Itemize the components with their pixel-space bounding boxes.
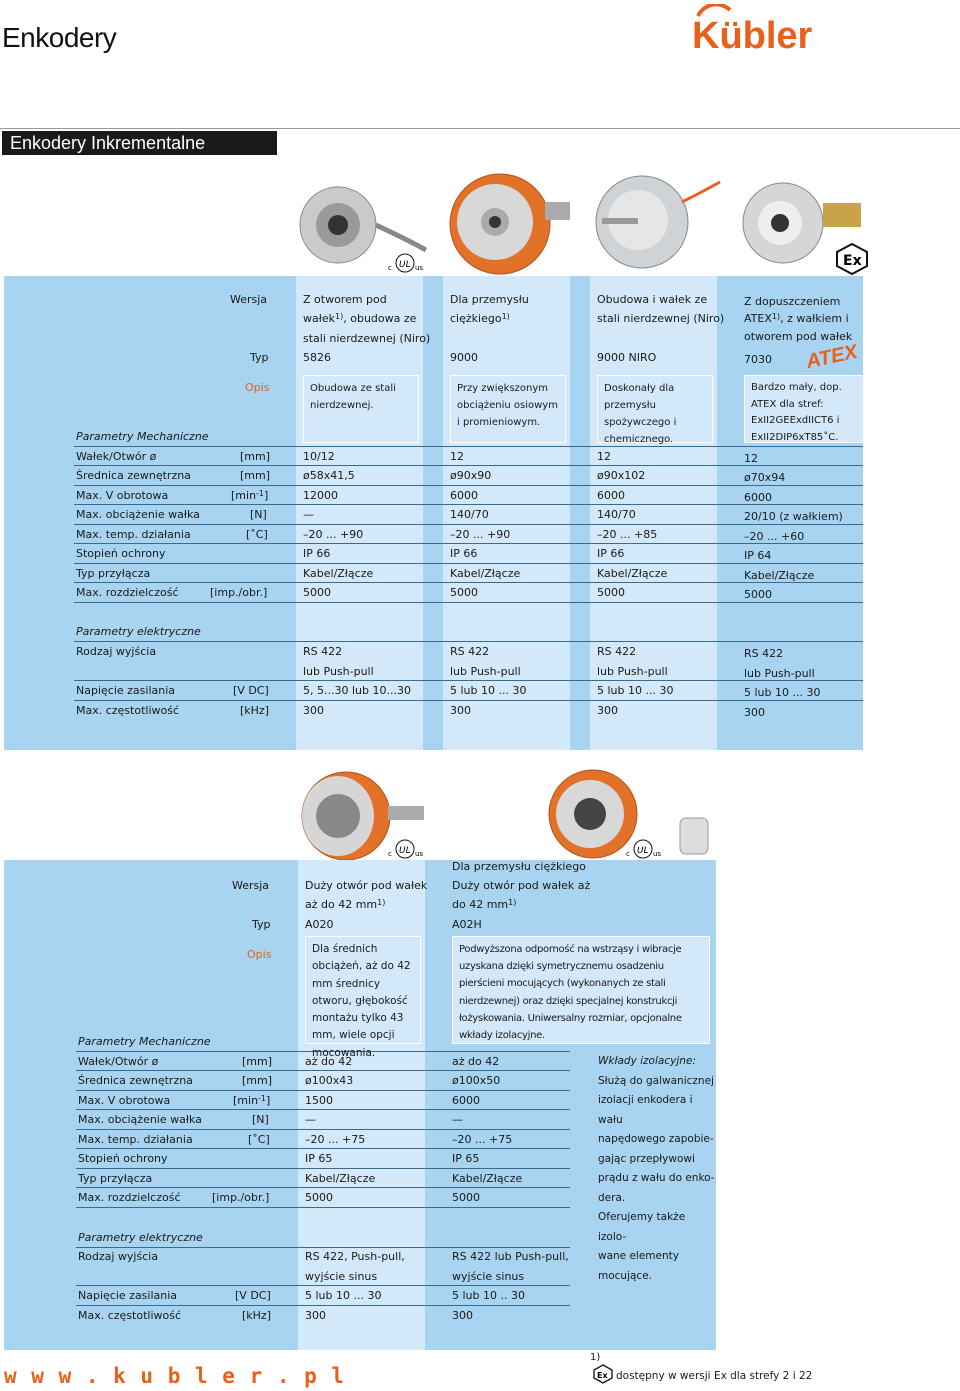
unit-max-czest: [kHz] bbox=[240, 704, 269, 717]
svg-text:c: c bbox=[388, 850, 392, 858]
cell-przyl: Kabel/Złącze bbox=[305, 1172, 376, 1185]
table2-row-rule bbox=[76, 1285, 570, 1286]
table2-row-rule bbox=[76, 1187, 570, 1188]
label-param-mech: Parametry Mechaniczne bbox=[78, 1035, 211, 1048]
version-text: aż do 42 mm bbox=[305, 898, 378, 911]
label-srednica: Średnica zewnętrzna bbox=[76, 469, 191, 482]
cell-rozdz: 5000 bbox=[450, 586, 478, 599]
cell-walek: 12 bbox=[744, 452, 758, 465]
cell-obc: 20/10 (z wałkiem) bbox=[744, 510, 843, 523]
version-text: , z wałkiem i bbox=[780, 312, 849, 325]
header-rule bbox=[0, 128, 960, 129]
cell-czest: 300 bbox=[744, 706, 765, 719]
unit-max-rozdz: [imp./obr.] bbox=[212, 1191, 270, 1204]
table2-row-rule bbox=[76, 1305, 570, 1306]
cell-przyl: Kabel/Złącze bbox=[450, 567, 521, 580]
cell-temp: –20 ... +75 bbox=[452, 1133, 513, 1146]
table1-rule-head bbox=[74, 446, 863, 447]
cell-rozdz: 5000 bbox=[303, 586, 331, 599]
unit-napiecie: [V DC] bbox=[235, 1289, 271, 1302]
cell-napiecie: 5 lub 10 .. 30 bbox=[452, 1289, 525, 1302]
unit-max-obc: [N] bbox=[252, 1113, 269, 1126]
label-max-rozdz: Max. rozdzielczość bbox=[76, 586, 179, 599]
label-walek: Wałek/Otwór ø bbox=[78, 1055, 159, 1068]
cell-napiecie: 5 lub 10 ... 30 bbox=[305, 1289, 382, 1302]
svg-text:us: us bbox=[653, 850, 662, 858]
cell-rodzaj2: lub Push-pull bbox=[450, 665, 521, 678]
cell-obc: 140/70 bbox=[450, 508, 489, 521]
table2-row-rule bbox=[76, 1129, 570, 1130]
ex-small-icon bbox=[593, 1364, 613, 1388]
version-line1: Duży otwór pod wałek aż bbox=[452, 879, 591, 892]
cell-obr: 12000 bbox=[303, 489, 338, 502]
footnote-ref: 1) bbox=[771, 312, 781, 321]
version-text: stali nierdzewnej (Niro) bbox=[597, 312, 725, 325]
cell-walek: 12 bbox=[597, 450, 611, 463]
footnote-mark: 1) bbox=[590, 1352, 601, 1363]
cell-rozdz: 5000 bbox=[744, 588, 772, 601]
label-stopien: Stopień ochrony bbox=[78, 1152, 168, 1165]
label-max-obr: Max. V obrotowa bbox=[76, 489, 169, 502]
cell-rodzaj1: RS 422 lub Push-pull, bbox=[452, 1250, 569, 1263]
side-note-line: mocujące. bbox=[598, 1269, 653, 1282]
description-box: Podwyższona odporność na wstrząsy i wibracje uzyskana dzięki symetrycznemu osadzeniu pierścieni mocujących (wykonanych ze stali nierdzewnej) oraz dzięki specjalnej konstrukcji łożyskowania. Uniwersalny rozmiar, opcjonalne wkłady izolacyjne. bbox=[452, 936, 710, 1044]
cell-czest: 300 bbox=[452, 1309, 473, 1322]
version-text: , obudowa ze bbox=[343, 312, 417, 325]
label-param-el: Parametry elektryczne bbox=[76, 625, 201, 638]
cell-obc: 140/70 bbox=[597, 508, 636, 521]
cell-srednica: ø90x102 bbox=[597, 469, 646, 482]
cell-rodzaj2: wyjście sinus bbox=[452, 1270, 525, 1283]
label-wersja: Wersja bbox=[232, 879, 270, 892]
atex-badge: ATEX bbox=[804, 340, 860, 374]
label-max-temp: Max. temp. działania bbox=[78, 1133, 193, 1146]
unit-max-obr: $[\min^{-1}]$ bbox=[231, 489, 269, 502]
type-code: 5826 bbox=[303, 351, 331, 364]
description-box: Obudowa ze stali nierdzewnej. bbox=[303, 375, 419, 443]
cell-srednica: ø70x94 bbox=[744, 471, 786, 484]
cell-srednica: ø90x90 bbox=[450, 469, 492, 482]
label-typ-przyl: Typ przyłącza bbox=[78, 1172, 153, 1185]
side-note-title: Wkłady izolacyjne: bbox=[598, 1055, 696, 1067]
label-max-czest: Max. częstotliwość bbox=[78, 1309, 182, 1322]
cell-rodzaj1: RS 422 bbox=[597, 645, 637, 658]
version-line2 bbox=[452, 898, 516, 912]
svg-text:Ex: Ex bbox=[597, 1371, 608, 1380]
cell-czest: 300 bbox=[303, 704, 324, 717]
label-stopien: Stopień ochrony bbox=[76, 547, 166, 560]
cell-stopien: IP 65 bbox=[305, 1152, 333, 1165]
cell-rodzaj1: RS 422, Push-pull, bbox=[305, 1250, 405, 1263]
ul-cert-icon bbox=[388, 252, 428, 278]
footnote-ref: 1) bbox=[377, 898, 386, 907]
svg-text:c: c bbox=[626, 850, 630, 858]
cell-temp: –20 ... +90 bbox=[303, 528, 364, 541]
cell-obr: 6000 bbox=[450, 489, 478, 502]
cell-obc: — bbox=[305, 1113, 316, 1126]
cell-walek: 10/12 bbox=[303, 450, 335, 463]
version-line2 bbox=[744, 312, 849, 326]
version-line2 bbox=[305, 898, 385, 912]
cell-stopien: IP 65 bbox=[452, 1152, 480, 1165]
label-typ: Typ bbox=[250, 351, 269, 364]
version-line1: Obudowa i wałek ze bbox=[597, 293, 708, 306]
version-line1: Dla przemysłu bbox=[450, 293, 529, 306]
unit-max-obc: [N] bbox=[250, 508, 267, 521]
version-text: wałek bbox=[303, 312, 336, 325]
side-note-line: prądu z wału do enko- bbox=[598, 1172, 715, 1184]
page-title: Enkodery bbox=[2, 22, 117, 53]
cell-napiecie: 5 lub 10 ... 30 bbox=[744, 686, 821, 699]
label-max-czest: Max. częstotliwość bbox=[76, 704, 180, 717]
label-typ-przyl: Typ przyłącza bbox=[76, 567, 151, 580]
label-rodzaj: Rodzaj wyjścia bbox=[76, 645, 157, 658]
label-opis: Opis bbox=[247, 948, 272, 961]
label-rodzaj: Rodzaj wyjścia bbox=[78, 1250, 159, 1263]
cell-rodzaj2: lub Push-pull bbox=[597, 665, 668, 678]
cell-obr: 6000 bbox=[597, 489, 625, 502]
table2-row-rule bbox=[76, 1148, 570, 1149]
cell-napiecie: 5, 5...30 lub 10...30 bbox=[303, 684, 411, 697]
svg-text:UL: UL bbox=[399, 846, 411, 856]
footnote-ref: 1) bbox=[508, 898, 517, 907]
encoder-9000-niro-image bbox=[592, 172, 722, 281]
cell-obr: 6000 bbox=[452, 1094, 480, 1107]
version-line1: Z dopuszczeniem bbox=[744, 295, 841, 308]
table2-rule-el bbox=[76, 1247, 570, 1248]
table2-row-rule bbox=[76, 1070, 570, 1071]
version-line2 bbox=[303, 312, 416, 326]
cell-walek: aż do 42 bbox=[452, 1055, 500, 1068]
cell-czest: 300 bbox=[450, 704, 471, 717]
cell-rodzaj2: lub Push-pull bbox=[744, 667, 815, 680]
cell-stopien: IP 66 bbox=[597, 547, 625, 560]
svg-text:c: c bbox=[388, 264, 392, 272]
table2-row-rule bbox=[76, 1168, 570, 1169]
type-code: A020 bbox=[305, 918, 334, 931]
unit-max-temp: [˚C] bbox=[248, 1133, 270, 1146]
cell-srednica: ø100x50 bbox=[452, 1074, 501, 1087]
label-max-obr: Max. V obrotowa bbox=[78, 1094, 171, 1107]
footnote-ref: 1) bbox=[335, 312, 344, 321]
footnote-ref: 1) bbox=[501, 312, 510, 321]
cell-temp: –20 ... +90 bbox=[450, 528, 511, 541]
cell-srednica: ø58x41,5 bbox=[303, 469, 355, 482]
unit-max-temp: [˚C] bbox=[246, 528, 268, 541]
label-napiecie: Napięcie zasilania bbox=[76, 684, 176, 697]
cell-obc: — bbox=[303, 508, 314, 521]
cell-rozdz: 5000 bbox=[305, 1191, 333, 1204]
cell-przyl: Kabel/Złącze bbox=[744, 569, 815, 582]
label-typ: Typ bbox=[252, 918, 271, 931]
version-line1: Duży otwór pod wałek bbox=[305, 879, 428, 892]
cell-temp: –20 ... +60 bbox=[744, 530, 805, 543]
type-code: 9000 bbox=[450, 351, 478, 364]
label-napiecie: Napięcie zasilania bbox=[78, 1289, 178, 1302]
unit-walek: [mm] bbox=[240, 450, 271, 463]
label-walek: Wałek/Otwór ø bbox=[76, 450, 157, 463]
unit-napiecie: [V DC] bbox=[233, 684, 269, 697]
cell-rodzaj1: RS 422 bbox=[744, 647, 784, 660]
version-line2 bbox=[450, 312, 510, 326]
cell-rodzaj1: RS 422 bbox=[450, 645, 490, 658]
label-param-mech: Parametry Mechaniczne bbox=[76, 430, 209, 443]
description-box: Przy zwiększonym obciążeniu osiowym i promieniowym. bbox=[450, 375, 566, 443]
cell-walek: aż do 42 bbox=[305, 1055, 353, 1068]
side-note-line: napędowego zapobie- bbox=[598, 1133, 714, 1145]
label-max-obc: Max. obciążenie wałka bbox=[78, 1113, 202, 1126]
label-wersja: Wersja bbox=[230, 293, 268, 306]
version-line2 bbox=[597, 312, 724, 326]
cell-czest: 300 bbox=[597, 704, 618, 717]
label-opis: Opis bbox=[245, 381, 270, 394]
section-title: Enkodery Inkrementalne bbox=[2, 131, 277, 155]
cell-obr: 6000 bbox=[744, 491, 772, 504]
description-box: Doskonały dla przemysłu spożywczego i chemicznego. bbox=[597, 375, 713, 443]
label-max-obc: Max. obciążenie wałka bbox=[76, 508, 200, 521]
cell-temp: –20 ... +75 bbox=[305, 1133, 366, 1146]
table1-row-rule bbox=[74, 700, 863, 701]
unit-srednica: [mm] bbox=[240, 469, 271, 482]
version-line1: Z otworem pod bbox=[303, 293, 387, 306]
website-link[interactable]: w w w . k u b l e r . p l bbox=[4, 1364, 346, 1388]
table1-row-rule bbox=[74, 602, 863, 603]
ex-icon bbox=[834, 242, 870, 280]
cell-napiecie: 5 lub 10 ... 30 bbox=[450, 684, 527, 697]
side-note-line: izolacji enkodera i wału bbox=[598, 1094, 693, 1126]
unit-max-rozdz: [imp./obr.] bbox=[210, 586, 268, 599]
cell-rodzaj2: wyjście sinus bbox=[305, 1270, 378, 1283]
label-param-el: Parametry elektryczne bbox=[78, 1231, 203, 1244]
side-note-line: dera. bbox=[598, 1191, 626, 1204]
side-note-line: gając przepływowi bbox=[598, 1152, 695, 1165]
type-code: A02H bbox=[452, 918, 482, 931]
table1-row-rule bbox=[74, 524, 863, 525]
description-box: Dla średnich obciążeń, aż do 42 mm średnicy otworu, głębokość montażu tylko 43 mm, wiele opcji mocowania. bbox=[305, 936, 421, 1044]
side-note-line: wane elementy bbox=[598, 1250, 679, 1262]
description-box: Bardzo mały, dop. ATEX dla stref: ExII2GEExdIICT6 i ExII2DIP6xT85˚C. bbox=[744, 375, 864, 443]
unit-max-czest: [kHz] bbox=[242, 1309, 271, 1322]
type-code: 7030 bbox=[744, 353, 772, 366]
unit-max-obr: $[\min^{-1}]$ bbox=[233, 1094, 271, 1107]
table2-row-rule bbox=[76, 1207, 570, 1208]
cell-rozdz: 5000 bbox=[452, 1191, 480, 1204]
table1-rule-el bbox=[74, 641, 863, 642]
version-text: do 42 mm bbox=[452, 898, 509, 911]
brand-logo bbox=[690, 4, 865, 54]
cell-przyl: Kabel/Złącze bbox=[597, 567, 668, 580]
cell-przyl: Kabel/Złącze bbox=[303, 567, 374, 580]
cell-rodzaj1: RS 422 bbox=[303, 645, 343, 658]
cell-stopien: IP 66 bbox=[303, 547, 331, 560]
cell-stopien: IP 66 bbox=[450, 547, 478, 560]
side-note-line: Oferujemy także izolo- bbox=[598, 1211, 686, 1243]
label-srednica: Średnica zewnętrzna bbox=[78, 1074, 193, 1087]
cell-przyl: Kabel/Złącze bbox=[452, 1172, 523, 1185]
version-top: Dla przemysłu ciężkiego bbox=[452, 860, 586, 873]
cell-temp: –20 ... +85 bbox=[597, 528, 658, 541]
cell-czest: 300 bbox=[305, 1309, 326, 1322]
type-code: 9000 NIRO bbox=[597, 351, 657, 364]
svg-text:UL: UL bbox=[399, 260, 411, 270]
table1-row-rule bbox=[74, 563, 863, 564]
unit-srednica: [mm] bbox=[242, 1074, 273, 1087]
unit-walek: [mm] bbox=[242, 1055, 273, 1068]
label-max-temp: Max. temp. działania bbox=[76, 528, 191, 541]
version-text: ciężkiego bbox=[450, 312, 502, 325]
cell-walek: 12 bbox=[450, 450, 464, 463]
table2-row-rule bbox=[76, 1109, 570, 1110]
cell-stopien: IP 64 bbox=[744, 549, 772, 562]
svg-text:Kübler: Kübler bbox=[692, 15, 813, 54]
side-note-line: Służą do galwanicznej bbox=[598, 1074, 714, 1087]
cell-obc: — bbox=[452, 1113, 463, 1126]
side-note bbox=[598, 1052, 716, 1286]
cell-obr: 1500 bbox=[305, 1094, 333, 1107]
version-line3: stali nierdzewnej (Niro) bbox=[303, 332, 431, 345]
version-line3: otworem pod wałek bbox=[744, 330, 853, 343]
version-text: ATEX bbox=[744, 312, 772, 325]
cell-napiecie: 5 lub 10 ... 30 bbox=[597, 684, 674, 697]
cell-rozdz: 5000 bbox=[597, 586, 625, 599]
svg-text:Ex: Ex bbox=[843, 253, 862, 269]
cell-srednica: ø100x43 bbox=[305, 1074, 354, 1087]
table1-row-rule bbox=[74, 485, 863, 486]
svg-text:us: us bbox=[415, 264, 424, 272]
table2-row-rule bbox=[76, 1090, 570, 1091]
label-max-rozdz: Max. rozdzielczość bbox=[78, 1191, 181, 1204]
encoder-9000-image bbox=[445, 172, 575, 281]
svg-text:UL: UL bbox=[637, 846, 649, 856]
cell-rodzaj2: lub Push-pull bbox=[303, 665, 374, 678]
footnote-text: dostępny w wersji Ex dla strefy 2 i 22 bbox=[616, 1370, 813, 1382]
svg-text:us: us bbox=[415, 850, 424, 858]
